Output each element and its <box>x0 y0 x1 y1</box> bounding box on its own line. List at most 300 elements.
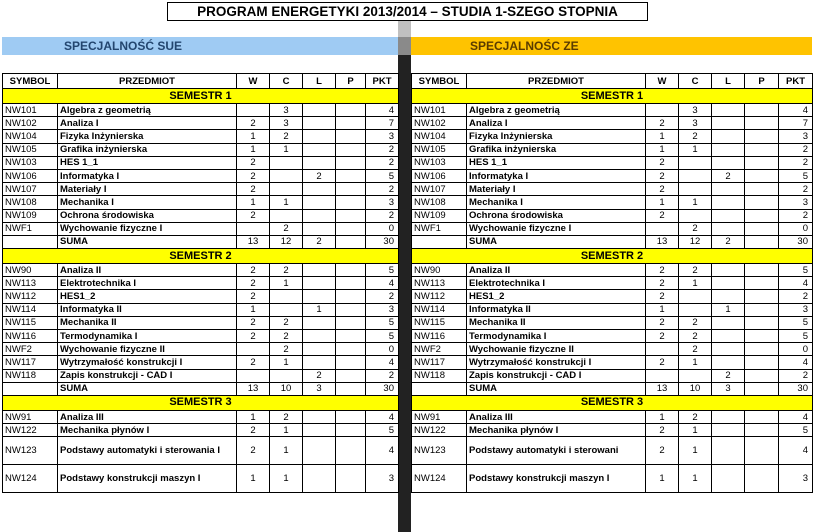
p-cell <box>745 264 779 277</box>
subject-cell: Materiały I <box>58 183 237 196</box>
pkt-cell: 5 <box>779 316 813 329</box>
semester-label: SEMESTR 1 <box>412 89 813 104</box>
l-cell <box>712 196 745 209</box>
subject-cell: Mechanika I <box>467 196 646 209</box>
w-cell: 2 <box>646 277 679 290</box>
column-header: L <box>303 74 336 89</box>
p-cell <box>336 143 366 156</box>
pkt-cell: 4 <box>366 437 399 465</box>
pkt-cell: 2 <box>366 369 399 382</box>
w-cell: 13 <box>237 235 270 248</box>
symbol-cell: NW117 <box>3 356 58 369</box>
l-cell <box>712 330 745 343</box>
pkt-cell: 3 <box>366 196 399 209</box>
column-header: SYMBOL <box>3 74 58 89</box>
column-header: P <box>745 74 779 89</box>
w-cell <box>237 222 270 235</box>
symbol-cell: NW124 <box>412 465 467 493</box>
p-cell <box>336 209 366 222</box>
subject-row <box>3 143 399 156</box>
c-cell: 1 <box>679 196 712 209</box>
pkt-cell: 4 <box>366 277 399 290</box>
pkt-cell: 5 <box>779 264 813 277</box>
c-cell: 1 <box>270 424 303 437</box>
c-cell: 2 <box>270 316 303 329</box>
pkt-cell: 4 <box>366 410 399 423</box>
l-cell: 2 <box>303 235 336 248</box>
subject-cell: Analiza I <box>58 117 237 130</box>
l-cell <box>303 424 336 437</box>
pkt-cell: 3 <box>779 303 813 316</box>
w-cell: 2 <box>646 290 679 303</box>
symbol-cell: NW115 <box>412 316 467 329</box>
l-cell <box>303 117 336 130</box>
p-cell <box>745 209 779 222</box>
p-cell <box>745 235 779 248</box>
p-cell <box>745 316 779 329</box>
pkt-cell: 30 <box>779 235 813 248</box>
subject-cell: Elektrotechnika I <box>58 277 237 290</box>
p-cell <box>745 130 779 143</box>
subject-cell: Ochrona środowiska <box>467 209 646 222</box>
pkt-cell: 5 <box>779 424 813 437</box>
w-cell: 2 <box>237 424 270 437</box>
subject-row <box>412 343 813 356</box>
symbol-cell: NW113 <box>412 277 467 290</box>
p-cell <box>745 424 779 437</box>
pkt-cell: 3 <box>366 130 399 143</box>
p-cell <box>745 169 779 182</box>
subject-cell: Elektrotechnika I <box>467 277 646 290</box>
c-cell: 10 <box>679 382 712 395</box>
c-cell: 2 <box>679 130 712 143</box>
pkt-cell: 2 <box>366 290 399 303</box>
l-cell: 3 <box>712 382 745 395</box>
sum-row <box>3 382 399 395</box>
symbol-cell: NW117 <box>412 356 467 369</box>
w-cell <box>237 369 270 382</box>
column-header: PKT <box>366 74 399 89</box>
symbol-cell: NW114 <box>3 303 58 316</box>
w-cell: 2 <box>646 156 679 169</box>
p-cell <box>336 316 366 329</box>
c-cell: 2 <box>270 130 303 143</box>
subject-cell: HES 1_1 <box>58 156 237 169</box>
symbol-cell: NWF2 <box>3 343 58 356</box>
w-cell: 13 <box>237 382 270 395</box>
w-cell: 2 <box>237 264 270 277</box>
subject-row <box>412 209 813 222</box>
pkt-cell: 5 <box>366 316 399 329</box>
pkt-cell: 2 <box>779 156 813 169</box>
symbol-cell: NW115 <box>3 316 58 329</box>
c-cell: 3 <box>679 104 712 117</box>
subject-row <box>412 410 813 423</box>
w-cell: 2 <box>646 424 679 437</box>
subject-cell: Mechanika płynów I <box>58 424 237 437</box>
subject-cell: Wychowanie fizyczne II <box>467 343 646 356</box>
symbol-cell: NW116 <box>412 330 467 343</box>
pkt-cell: 7 <box>779 117 813 130</box>
p-cell <box>745 143 779 156</box>
c-cell: 1 <box>270 277 303 290</box>
subject-cell: Mechanika płynów I <box>467 424 646 437</box>
l-cell: 2 <box>712 369 745 382</box>
w-cell: 2 <box>237 356 270 369</box>
l-cell <box>303 222 336 235</box>
p-cell <box>745 330 779 343</box>
p-cell <box>336 343 366 356</box>
subject-cell: Analiza II <box>58 264 237 277</box>
subject-row <box>412 264 813 277</box>
subject-cell: Wychowanie fizyczne II <box>58 343 237 356</box>
pkt-cell: 2 <box>366 143 399 156</box>
c-cell: 2 <box>679 316 712 329</box>
l-cell <box>303 330 336 343</box>
w-cell: 2 <box>646 437 679 465</box>
subject-cell: Analiza I <box>467 117 646 130</box>
l-cell <box>303 316 336 329</box>
w-cell <box>237 104 270 117</box>
column-header: SYMBOL <box>412 74 467 89</box>
subject-row <box>412 316 813 329</box>
symbol-cell <box>412 235 467 248</box>
semester-row <box>412 249 813 264</box>
symbol-cell: NW114 <box>412 303 467 316</box>
w-cell: 1 <box>646 465 679 493</box>
subject-cell: HES1_2 <box>58 290 237 303</box>
subject-row <box>3 264 399 277</box>
column-header: PKT <box>779 74 813 89</box>
l-cell <box>303 130 336 143</box>
subject-cell: SUMA <box>467 235 646 248</box>
w-cell: 1 <box>237 196 270 209</box>
c-cell: 2 <box>270 222 303 235</box>
subject-cell: Fizyka Inżynierska <box>467 130 646 143</box>
w-cell: 2 <box>646 183 679 196</box>
symbol-cell: NWF1 <box>3 222 58 235</box>
subject-row <box>412 117 813 130</box>
p-cell <box>745 222 779 235</box>
w-cell: 2 <box>237 330 270 343</box>
subject-cell: Analiza III <box>467 410 646 423</box>
symbol-cell: NW122 <box>3 424 58 437</box>
column-separator-mid <box>398 37 411 55</box>
subject-row <box>412 303 813 316</box>
c-cell: 1 <box>679 437 712 465</box>
pkt-cell: 2 <box>779 290 813 303</box>
subject-row <box>3 196 399 209</box>
l-cell: 2 <box>303 369 336 382</box>
p-cell <box>336 410 366 423</box>
subject-cell: Mechanika II <box>58 316 237 329</box>
p-cell <box>336 277 366 290</box>
l-cell <box>303 209 336 222</box>
l-cell <box>712 183 745 196</box>
c-cell: 1 <box>679 277 712 290</box>
p-cell <box>336 169 366 182</box>
symbol-cell: NW102 <box>412 117 467 130</box>
semester-row <box>3 249 399 264</box>
p-cell <box>336 130 366 143</box>
sum-row <box>412 382 813 395</box>
c-cell <box>270 169 303 182</box>
pkt-cell: 5 <box>366 330 399 343</box>
w-cell: 1 <box>237 303 270 316</box>
l-cell <box>303 290 336 303</box>
l-cell: 2 <box>712 169 745 182</box>
l-cell <box>712 277 745 290</box>
w-cell: 2 <box>646 169 679 182</box>
subject-cell: Podstawy konstrukcji maszyn I <box>467 465 646 493</box>
pkt-cell: 2 <box>366 209 399 222</box>
pkt-cell: 4 <box>779 410 813 423</box>
subject-row <box>3 465 399 493</box>
l-cell: 1 <box>303 303 336 316</box>
p-cell <box>745 183 779 196</box>
pkt-cell: 5 <box>366 424 399 437</box>
p-cell <box>745 303 779 316</box>
l-cell <box>303 410 336 423</box>
p-cell <box>336 104 366 117</box>
w-cell <box>237 343 270 356</box>
p-cell <box>336 330 366 343</box>
w-cell: 1 <box>237 143 270 156</box>
l-cell <box>303 356 336 369</box>
l-cell <box>712 117 745 130</box>
subject-row <box>412 330 813 343</box>
c-cell <box>270 183 303 196</box>
symbol-cell: NW116 <box>3 330 58 343</box>
subject-row <box>412 290 813 303</box>
symbol-cell: NW102 <box>3 117 58 130</box>
symbol-cell: NW122 <box>412 424 467 437</box>
header-row <box>412 74 813 89</box>
symbol-cell: NW106 <box>3 169 58 182</box>
subject-cell: Informatyka II <box>58 303 237 316</box>
pkt-cell: 4 <box>366 356 399 369</box>
subject-cell: Grafika inżynierska <box>467 143 646 156</box>
l-cell <box>712 156 745 169</box>
symbol-cell: NW101 <box>3 104 58 117</box>
c-cell: 1 <box>270 143 303 156</box>
specialty-sue-header: SPECJALNOŚĆ SUE <box>2 37 398 55</box>
w-cell: 2 <box>237 183 270 196</box>
pkt-cell: 2 <box>366 156 399 169</box>
pkt-cell: 0 <box>366 343 399 356</box>
c-cell <box>270 290 303 303</box>
subject-row <box>3 303 399 316</box>
w-cell <box>646 369 679 382</box>
l-cell <box>303 196 336 209</box>
subject-row <box>3 117 399 130</box>
l-cell: 2 <box>712 235 745 248</box>
subject-cell: Termodynamika I <box>58 330 237 343</box>
pkt-cell: 30 <box>366 382 399 395</box>
l-cell <box>712 290 745 303</box>
l-cell <box>303 343 336 356</box>
w-cell <box>646 343 679 356</box>
p-cell <box>745 156 779 169</box>
column-header: C <box>270 74 303 89</box>
c-cell: 2 <box>679 410 712 423</box>
p-cell <box>745 117 779 130</box>
c-cell: 1 <box>270 437 303 465</box>
semester-label: SEMESTR 1 <box>3 89 399 104</box>
pkt-cell: 2 <box>779 143 813 156</box>
w-cell: 1 <box>646 143 679 156</box>
c-cell <box>679 209 712 222</box>
l-cell <box>712 316 745 329</box>
w-cell: 1 <box>646 130 679 143</box>
w-cell: 2 <box>646 330 679 343</box>
p-cell <box>336 424 366 437</box>
subject-cell: Informatyka II <box>467 303 646 316</box>
l-cell <box>712 143 745 156</box>
p-cell <box>745 104 779 117</box>
pkt-cell: 3 <box>779 465 813 493</box>
c-cell: 1 <box>679 143 712 156</box>
l-cell <box>712 356 745 369</box>
c-cell: 1 <box>270 465 303 493</box>
program-table-sue <box>2 73 399 493</box>
pkt-cell: 4 <box>366 104 399 117</box>
w-cell: 2 <box>646 209 679 222</box>
c-cell <box>679 290 712 303</box>
subject-row <box>412 369 813 382</box>
subject-cell: Informatyka I <box>58 169 237 182</box>
l-cell <box>303 156 336 169</box>
pkt-cell: 0 <box>779 222 813 235</box>
symbol-cell: NW123 <box>3 437 58 465</box>
w-cell <box>646 104 679 117</box>
semester-label: SEMESTR 3 <box>412 395 813 410</box>
pkt-cell: 2 <box>779 183 813 196</box>
subject-cell: SUMA <box>58 382 237 395</box>
column-header: C <box>679 74 712 89</box>
w-cell: 2 <box>237 169 270 182</box>
subject-row <box>3 424 399 437</box>
column-separator-top <box>398 21 411 37</box>
pkt-cell: 5 <box>366 169 399 182</box>
semester-row <box>3 89 399 104</box>
l-cell <box>712 264 745 277</box>
subject-cell: Ochrona środowiska <box>58 209 237 222</box>
subject-cell: HES 1_1 <box>467 156 646 169</box>
p-cell <box>336 117 366 130</box>
pkt-cell: 2 <box>779 369 813 382</box>
symbol-cell: NW103 <box>3 156 58 169</box>
c-cell <box>679 183 712 196</box>
semester-label: SEMESTR 2 <box>3 249 399 264</box>
subject-row <box>412 424 813 437</box>
c-cell: 12 <box>679 235 712 248</box>
symbol-cell: NW91 <box>3 410 58 423</box>
c-cell: 3 <box>679 117 712 130</box>
semester-label: SEMESTR 3 <box>3 395 399 410</box>
subject-row <box>3 290 399 303</box>
subject-cell: Wychowanie fizyczne I <box>58 222 237 235</box>
w-cell: 2 <box>646 356 679 369</box>
p-cell <box>336 183 366 196</box>
w-cell: 1 <box>237 465 270 493</box>
w-cell: 2 <box>646 264 679 277</box>
symbol-cell: NW103 <box>412 156 467 169</box>
pkt-cell: 30 <box>366 235 399 248</box>
column-header: P <box>336 74 366 89</box>
subject-row <box>3 316 399 329</box>
w-cell: 1 <box>646 303 679 316</box>
c-cell: 1 <box>270 196 303 209</box>
c-cell: 2 <box>270 330 303 343</box>
l-cell <box>303 277 336 290</box>
p-cell <box>745 343 779 356</box>
subject-cell: Algebra z geometrią <box>467 104 646 117</box>
w-cell: 13 <box>646 235 679 248</box>
subject-row <box>412 356 813 369</box>
subject-row <box>3 277 399 290</box>
w-cell: 2 <box>237 117 270 130</box>
p-cell <box>336 235 366 248</box>
symbol-cell <box>412 382 467 395</box>
subject-cell: Zapis konstrukcji - CAD I <box>58 369 237 382</box>
w-cell: 1 <box>237 410 270 423</box>
p-cell <box>336 290 366 303</box>
p-cell <box>745 437 779 465</box>
symbol-cell: NW112 <box>412 290 467 303</box>
symbol-cell: NW91 <box>412 410 467 423</box>
pkt-cell: 7 <box>366 117 399 130</box>
subject-row <box>3 104 399 117</box>
symbol-cell: NW106 <box>412 169 467 182</box>
pkt-cell: 5 <box>779 330 813 343</box>
p-cell <box>745 277 779 290</box>
w-cell: 2 <box>237 290 270 303</box>
w-cell: 2 <box>237 437 270 465</box>
c-cell <box>679 369 712 382</box>
pkt-cell: 3 <box>366 465 399 493</box>
l-cell <box>303 104 336 117</box>
c-cell <box>270 209 303 222</box>
semester-label: SEMESTR 2 <box>412 249 813 264</box>
subject-row <box>3 169 399 182</box>
symbol-cell: NW108 <box>412 196 467 209</box>
l-cell: 3 <box>303 382 336 395</box>
column-header: PRZEDMIOT <box>467 74 646 89</box>
c-cell: 1 <box>679 465 712 493</box>
subject-cell: Analiza III <box>58 410 237 423</box>
subject-row <box>3 156 399 169</box>
l-cell <box>712 465 745 493</box>
symbol-cell: NW118 <box>3 369 58 382</box>
c-cell: 2 <box>679 330 712 343</box>
symbol-cell: NW101 <box>412 104 467 117</box>
w-cell: 2 <box>646 316 679 329</box>
subject-cell: Wytrzymałość konstrukcji I <box>467 356 646 369</box>
subject-row <box>3 437 399 465</box>
subject-cell: HES1_2 <box>467 290 646 303</box>
pkt-cell: 5 <box>779 169 813 182</box>
subject-row <box>412 437 813 465</box>
l-cell <box>303 465 336 493</box>
subject-row <box>412 222 813 235</box>
subject-row <box>412 169 813 182</box>
pkt-cell: 4 <box>779 104 813 117</box>
subject-row <box>412 277 813 290</box>
symbol-cell: NW124 <box>3 465 58 493</box>
p-cell <box>745 196 779 209</box>
symbol-cell: NW104 <box>3 130 58 143</box>
